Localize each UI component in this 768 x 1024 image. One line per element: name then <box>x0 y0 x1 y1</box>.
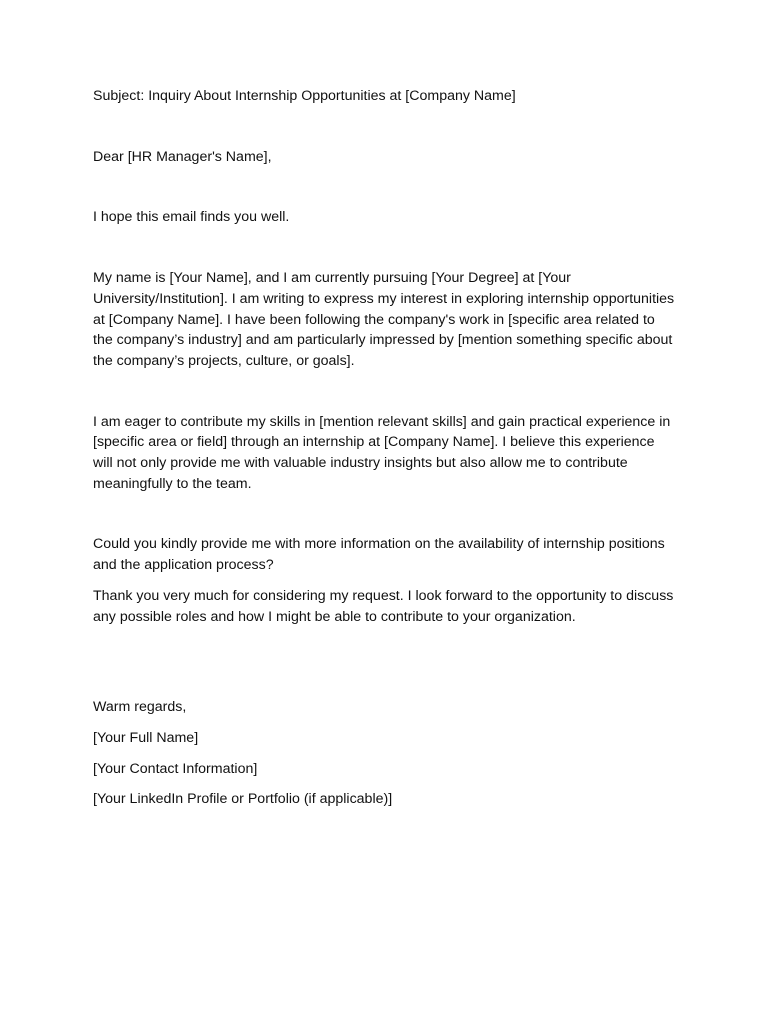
letter-subject: Subject: Inquiry About Internship Opportunities at [Company Name] <box>93 88 516 104</box>
signature-contact: [Your Contact Information] <box>93 760 258 777</box>
letter-opening: I hope this email finds you well. <box>93 209 290 226</box>
letter-paragraph-request: Could you kindly provide me with more information on the availability of internship positions and the application process? <box>93 536 665 574</box>
letter-salutation: Dear [HR Manager's Name], <box>93 148 272 165</box>
letter-closing: Warm regards, <box>93 699 187 716</box>
signature-profile: [Your LinkedIn Profile or Portfolio (if applicable)] <box>93 791 393 808</box>
letter-paragraph-skills: I am eager to contribute my skills in [mention relevant skills] and gain practical experience in [specific area or field] through an internship at [Company Name]. I believe this experience will not only provide me with valuable industry insights but also allow me to contribute meaningfully to the team. <box>93 413 671 492</box>
letter-paragraph-thanks: Thank you very much for considering my request. I look forward to the opportunity to discuss any possible roles and how I might be able to contribute to your organization. <box>93 587 674 625</box>
letter-body <box>93 86 678 810</box>
letter-paragraph-introduction: My name is [Your Name], and I am currently pursuing [Your Degree] at [Your University/Institution]. I am writing to express my interest in exploring internship opportunities at [Company Name]. I have been following the company's work in [specific area related to the company’s industry] and am particularly impressed by [mention something specific about the company’s projects, culture, or goals]. <box>93 270 675 369</box>
signature-name: [Your Full Name] <box>93 729 199 746</box>
